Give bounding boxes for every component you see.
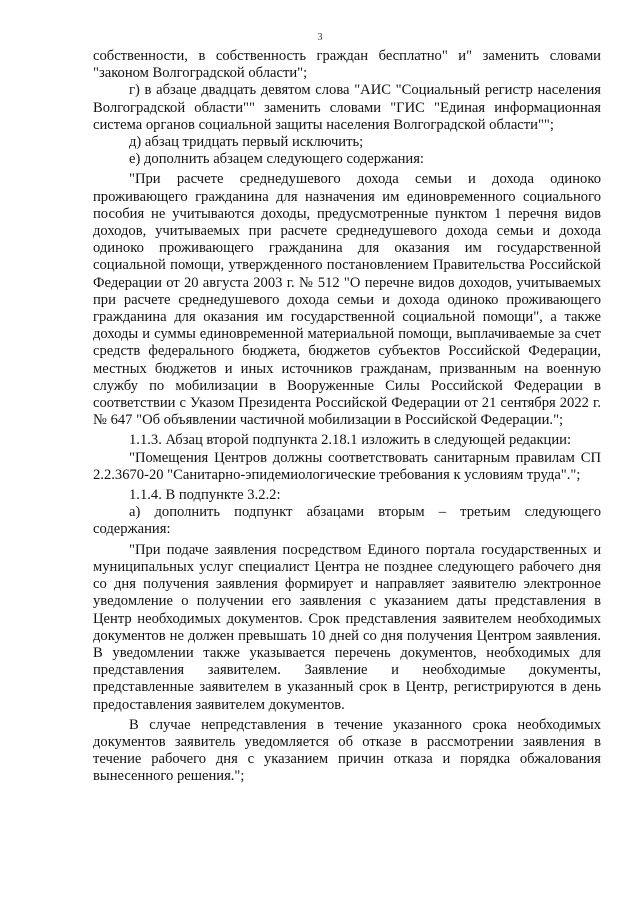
paragraph-ownership-replacement: собственности, в собственность граждан бесплатно" и" заменить словами "законом Волгоградской области"; bbox=[93, 48, 601, 82]
paragraph-portal-application: "При подаче заявления посредством Единого портала государственных и муниципальных услуг специалист Центра не позднее следующего рабочего дня со дня получения заявления формирует и направляет заявителю электронное уведомление о получении его заявления с указанием даты представления в Центр необходимых документов. Срок представления заявителем необходимых документов не должен превышать 10 дней со дня получения Центром заявления. В уведомлении также указывается перечень документов, необходимых для представления заявителем. Заявление и необходимые документы, представленные заявителем в указанный срок в Центр, регистрируются в день предоставления заявителем документов. bbox=[93, 541, 601, 713]
paragraph-premises-requirements: "Помещения Центров должны соответствовать санитарным правилам СП 2.2.3670-20 "Санитарно-эпидемиологические требования к условиям труда"."; bbox=[93, 449, 601, 483]
paragraph-income-calculation: "При расчете среднедушевого дохода семьи и дохода одиноко проживающего гражданина для назначения им единовременного социального пособия не учитываются доходы, предусмотренные пунктом 1 перечня видов доходов, учитываемых при расчете среднедушевого дохода семьи и дохода одиноко проживающего гражданина для оказания им государственной социальной помощи, утвержденного постановлением Правительства Российской Федерации от 20 августа 2003 г. № 512 "О перечне видов доходов, учитываемых при расчете среднедушевого дохода семьи и дохода одиноко проживающего гражданина для оказания им государственной социальной помощи", а также доходы и суммы единовременной материальной помощи, выплачиваемые за счет средств федерального бюджета, бюджетов субъектов Российской Федерации, местных бюджетов и иных источников гражданам, призванным на военную службу по мобилизации в Вооруженные Силы Российской Федерации в соответствии с Указом Президента Российской Федерации от 21 сентября 2022 г. № 647 "Об объявлении частичной мобилизации в Российской Федерации."; bbox=[93, 171, 601, 429]
paragraph-item-a: а) дополнить подпункт абзацами вторым – третьим следующего содержания: bbox=[93, 504, 601, 538]
page-number: 3 bbox=[317, 32, 323, 43]
paragraph-1-1-4: 1.1.4. В подпункте 3.2.2: bbox=[129, 487, 281, 504]
paragraph-item-d: д) абзац тридцать первый исключить; bbox=[129, 134, 364, 151]
paragraph-non-submission: В случае непредставления в течение указанного срока необходимых документов заявитель уведомляется об отказе в рассмотрении заявления в течение рабочего дня с указанием причин отказа и порядка обжалования вынесенного решения."; bbox=[93, 716, 601, 785]
paragraph-item-e: е) дополнить абзацем следующего содержания: bbox=[129, 151, 424, 168]
document-body bbox=[93, 48, 601, 786]
paragraph-1-1-3: 1.1.3. Абзац второй подпункта 2.18.1 изложить в следующей редакции: bbox=[129, 432, 572, 449]
paragraph-item-g: г) в абзаце двадцать девятом слова "АИС "Социальный регистр населения Волгоградской области"" заменить словами "ГИС "Единая информационная система органов социальной защиты населения Волгоградской области""; bbox=[93, 82, 601, 133]
